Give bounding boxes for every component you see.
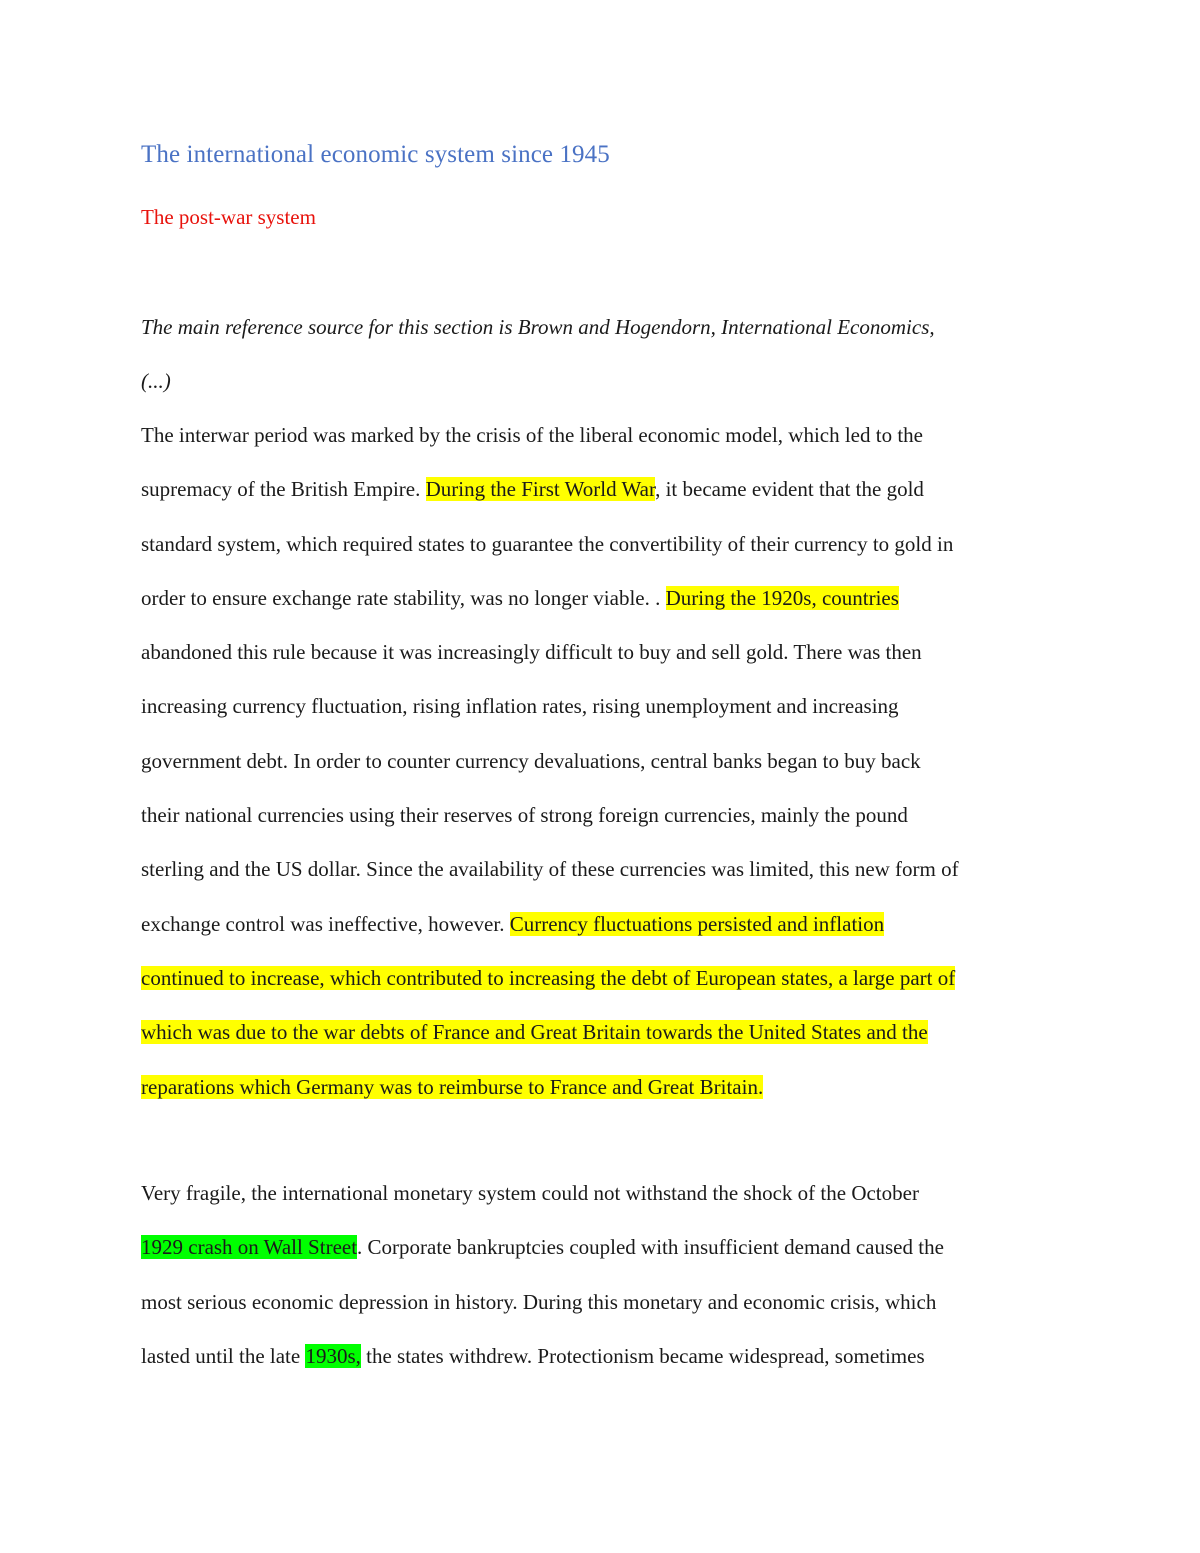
text-line: increasing currency fluctuation, rising inflation rates, rising unemployment and increasing xyxy=(141,694,899,719)
text-line xyxy=(141,897,1066,951)
highlight-yellow: which was due to the war debts of France and Great Britain towards the United States and the xyxy=(141,1020,928,1045)
text-run: lasted until the late xyxy=(141,1343,306,1368)
reference-note xyxy=(141,300,1066,409)
text-run: supremacy of the British Empire. xyxy=(141,477,426,502)
text-line: abandoned this rule because it was increasingly difficult to buy and sell gold. There was then xyxy=(141,640,922,665)
text-run: the states withdrew. Protectionism became widespread, sometimes xyxy=(360,1343,925,1368)
text-line: The interwar period was marked by the crisis of the liberal economic model, which led to the xyxy=(141,423,923,447)
document-title: The international economic system since 1945 xyxy=(141,141,610,168)
text-line xyxy=(141,462,1066,516)
highlight-yellow: reparations which Germany was to reimburse to France and Great Britain. xyxy=(141,1074,764,1099)
text-line: government debt. In order to counter currency devaluations, central banks began to buy back xyxy=(141,748,921,773)
text-line: Very fragile, the international monetary system could not withstand the shock of the October xyxy=(141,1181,919,1205)
text-line: most serious economic depression in history. During this monetary and economic crisis, which xyxy=(141,1289,937,1314)
text-run: order to ensure exchange rate stability, was no longer viable. . xyxy=(141,585,666,610)
text-line xyxy=(141,571,1066,625)
text-line xyxy=(141,1060,1066,1114)
highlight-yellow: During the 1920s, countries xyxy=(665,585,899,610)
highlight-green: 1929 crash on Wall Street xyxy=(141,1235,358,1260)
text-line: The main reference source for this section is Brown and Hogendorn, International Economics, xyxy=(141,315,935,339)
text-line xyxy=(141,1220,1066,1274)
text-line xyxy=(141,1005,1066,1059)
highlight-green: 1930s, xyxy=(305,1343,361,1368)
text-line: standard system, which required states to guarantee the convertibility of their currency to gold in xyxy=(141,531,954,556)
text-run: . Corporate bankruptcies coupled with insufficient demand caused the xyxy=(357,1235,944,1260)
text-line: their national currencies using their reserves of strong foreign currencies, mainly the pound xyxy=(141,803,908,828)
text-line: (...) xyxy=(141,369,171,394)
paragraph-interwar xyxy=(141,408,1066,1114)
text-line: sterling and the US dollar. Since the availability of these currencies was limited, this new form of xyxy=(141,857,959,882)
text-line xyxy=(141,951,1066,1005)
text-run: , it became evident that the gold xyxy=(655,477,924,502)
highlight-yellow: continued to increase, which contributed to increasing the debt of European states, a large part of xyxy=(141,965,956,990)
highlight-yellow: During the First World War xyxy=(425,477,656,502)
text-run: exchange control was ineffective, however. xyxy=(141,911,510,936)
highlight-yellow: Currency fluctuations persisted and inflation xyxy=(509,911,885,936)
section-heading: The post-war system xyxy=(141,205,316,229)
text-line xyxy=(141,1329,1066,1383)
paragraph-crash xyxy=(141,1166,1066,1383)
